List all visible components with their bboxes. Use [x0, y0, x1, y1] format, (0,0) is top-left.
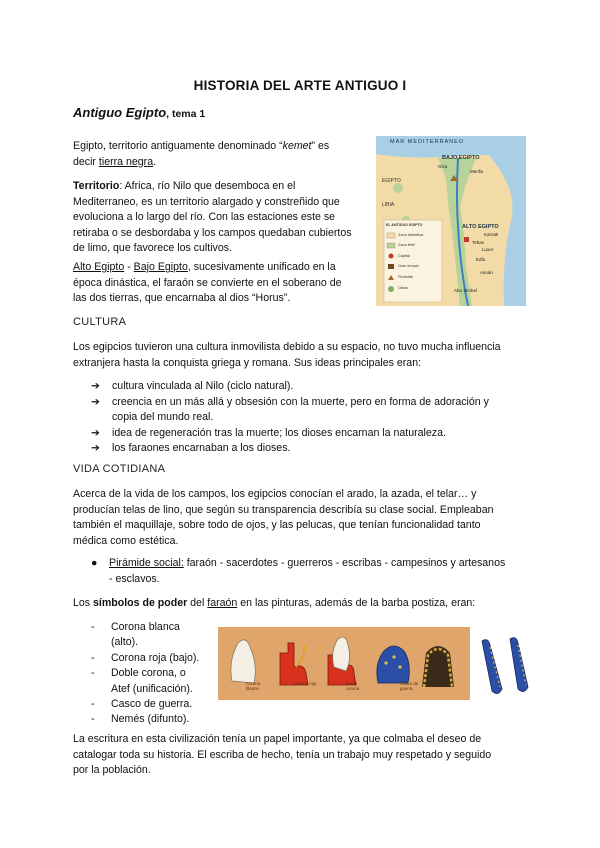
map-city-asuan: Asuán: [480, 270, 493, 275]
intro-text-b: ” es: [311, 140, 330, 152]
list-item: [91, 697, 216, 712]
list-item-text: Corona blanca: [111, 621, 180, 633]
simbolos-text: del: [187, 597, 208, 609]
territorio-paragraph: [73, 179, 373, 257]
subtitle-tema: , tema 1: [166, 108, 206, 120]
territorio-line: : Africa, río Nilo que desemboca en el: [119, 180, 296, 192]
map-city-luxor: Luxor: [482, 247, 494, 252]
crown-label: Corona roja: [294, 681, 317, 686]
alto-bajo-paragraph: [73, 260, 373, 307]
map-city-edfu: Edfu: [476, 257, 486, 262]
list-item: [91, 666, 216, 697]
crown-label: Corona blanca: [246, 681, 261, 691]
intro-text-a: Egipto, territorio antiguamente denominado “: [73, 140, 283, 152]
arrow-icon: ➔: [91, 380, 100, 392]
dash-icon: -: [91, 713, 95, 726]
bajo-egipto-link: Bajo Egipto: [133, 261, 188, 273]
cultura-list: [91, 379, 531, 457]
legend-swatch: [387, 233, 395, 238]
white-crown-icon: [231, 640, 255, 683]
vida-line: también el maquillaje, sobre todo de ojos, y las pelucas, que tenían funcionalidad tanto: [73, 519, 481, 532]
map-city-tebas: Tebas: [472, 240, 485, 245]
legend-label: Pirámide: [398, 275, 413, 279]
dash-icon: -: [91, 698, 95, 711]
list-item-text: Casco de guerra.: [111, 698, 193, 711]
intro-text-c: decir: [73, 155, 99, 168]
map-libia-label: LIBIA: [382, 202, 395, 208]
map-city-giza: Giza: [438, 164, 448, 169]
piramide-text: - esclavos.: [109, 572, 160, 585]
intro-tierra-negra: tierra negra: [98, 155, 154, 168]
list-item-text: idea de regeneración tras la muerte; los dioses encarnan la naturaleza.: [112, 426, 446, 439]
war-helmet-icon: [377, 646, 409, 683]
territorio-line: Mediterraneo, es un territorio alargado y constreñido que: [73, 195, 340, 208]
cultura-line: Los egipcios tuvieron una cultura inmovilista debido a su espacio, no tuvo mucha influencia: [73, 341, 501, 353]
map-bajo-label: BAJO EGIPTO: [442, 155, 480, 161]
crown-label: Doble corona: [346, 681, 360, 691]
section-subtitle: [73, 105, 205, 120]
map-sea-label: MAR MEDITERRANEO: [390, 139, 465, 145]
vida-heading: VIDA COTIDIANA: [73, 463, 166, 475]
arrow-icon: ➔: [91, 442, 100, 454]
arrow-icon: ➔: [91, 395, 100, 408]
dash-icon: -: [91, 667, 95, 680]
piramide-text: faraón - sacerdotes - guerreros - escribas - campesinos y artesanos: [183, 557, 506, 569]
list-item: [91, 441, 531, 457]
alto-egipto-link: Alto Egipto: [73, 261, 125, 273]
simbolos-paragraph: [73, 596, 553, 612]
map-legend-title: EL ANTIGUO EGIPTO: [386, 223, 423, 227]
intro-text-d: .: [153, 155, 157, 168]
escritura-line: catalogar toda su historia. El escriba de hecho, tenía un trabajo muy respetado y seguido: [73, 748, 492, 761]
cultura-line: extranjera hasta la conquista griega y romana. Sus ideas principales eran:: [73, 356, 422, 369]
legend-label: Capital: [398, 254, 410, 258]
territorio-line: evoluciona a lo largo del río. Con las estaciones este se: [73, 211, 336, 224]
territorio-line: de limo, que favorece los cultivos.: [73, 242, 232, 255]
simbolos-bold: símbolos de poder: [93, 597, 188, 609]
piramide-label: Pirámide social:: [109, 557, 184, 569]
dash-icon: -: [91, 651, 95, 664]
list-item: [91, 426, 531, 442]
piramide-bullet: [91, 556, 559, 587]
simbolos-text: en las pinturas, además de la barba postiza, eran:: [237, 597, 476, 609]
list-item: [91, 395, 531, 426]
list-item-text: cultura vinculada al Nilo (ciclo natural).: [112, 380, 294, 392]
territorio-line: retiraba o se desbordaba y los campos quedaban cubiertos: [73, 226, 352, 239]
list-item-text: Corona roja (bajo).: [111, 651, 200, 664]
alto-line: las dos tierras, que encarnaba al dios “Horus”.: [73, 292, 291, 305]
helmet-dot-icon: [392, 655, 395, 658]
vida-line: médica como estética.: [73, 534, 179, 547]
map-capital: [464, 237, 469, 242]
cultura-paragraph: [73, 340, 543, 371]
intro-kemet: kemet: [282, 140, 312, 152]
vida-line: producían telas de lino, que según su transparencia describía su clase social. Empleaban: [73, 503, 494, 516]
simbolos-text: Los: [73, 597, 94, 609]
intro-paragraph: [73, 139, 373, 170]
legend-swatch: [388, 264, 394, 269]
subtitle-italic: Antiguo Egipto: [73, 105, 167, 120]
crowns-illustration: [218, 627, 564, 700]
document-title: HISTORIA DEL ARTE ANTIGUO I: [193, 78, 407, 93]
legend-label: Gran templo: [398, 264, 419, 268]
vida-paragraph: [73, 487, 543, 549]
map-city-karnak: Karnak: [484, 232, 499, 237]
list-item-text: creencia en un más allá y obsesión con la muerte, pero en forma de adoración y: [112, 395, 489, 408]
alto-sep: -: [124, 261, 134, 273]
arrow-icon: ➔: [91, 426, 100, 439]
simbolos-list: [91, 620, 216, 728]
list-item-text: Atef (unificación).: [111, 682, 193, 695]
legend-label: Zona desértica: [398, 233, 424, 237]
map-city-abu-simbel: Abu Simbel: [454, 288, 478, 293]
bullet-icon: ●: [91, 557, 98, 569]
list-item: [91, 651, 216, 666]
legend-label: Zona fértil: [398, 243, 415, 247]
red-crown-coil-icon: [296, 645, 304, 667]
map-egipto-label: EGIPTO: [382, 178, 401, 184]
egypt-map-svg: [376, 136, 526, 306]
legend-label: Oasis: [398, 286, 408, 290]
list-item: [91, 712, 216, 727]
map-city-menfis: Menfis: [470, 169, 484, 174]
map-alto-label: ALTO EGIPTO: [462, 224, 499, 230]
double-crown-white-icon: [333, 637, 350, 671]
escritura-line: por la población.: [73, 764, 151, 777]
simbolos-faraon: faraón: [207, 597, 238, 609]
legend-swatch: [389, 254, 394, 259]
list-item-text: (alto).: [111, 636, 139, 649]
crown-label: Casco de guerra: [400, 681, 419, 691]
escritura-line: La escritura en esta civilización tenía un papel importante, ya que colmaba el deseo de: [73, 733, 482, 745]
alto-line: época dinástica, el faraón se convierte en el soberano de: [73, 276, 342, 289]
escritura-paragraph: [73, 732, 553, 779]
map-oasis: [393, 183, 403, 193]
false-beard-icon: [510, 638, 528, 692]
egypt-map-image: [376, 136, 526, 306]
helmet-dot-icon: [384, 661, 387, 664]
list-item-text: los faraones encarnaban a los dioses.: [112, 442, 291, 454]
alto-line: , sucesivamente unificado en la: [187, 261, 336, 273]
legend-swatch: [387, 243, 395, 248]
list-item: [91, 379, 531, 395]
list-item-text: Doble corona, o: [111, 667, 186, 680]
cultura-heading: CULTURA: [73, 316, 127, 328]
territorio-label: Territorio: [73, 180, 120, 192]
legend-swatch: [388, 286, 394, 292]
list-item-text: copia del mundo real.: [112, 411, 214, 423]
list-item-text: Nemés (difunto).: [111, 713, 190, 726]
helmet-dot-icon: [398, 665, 401, 668]
list-item: [91, 620, 216, 651]
dash-icon: -: [91, 621, 95, 633]
vida-line: Acerca de la vida de los campos, los egipcios conocían el arado, la azada, el telar… y: [73, 488, 477, 500]
false-beard-icon: [482, 640, 502, 694]
